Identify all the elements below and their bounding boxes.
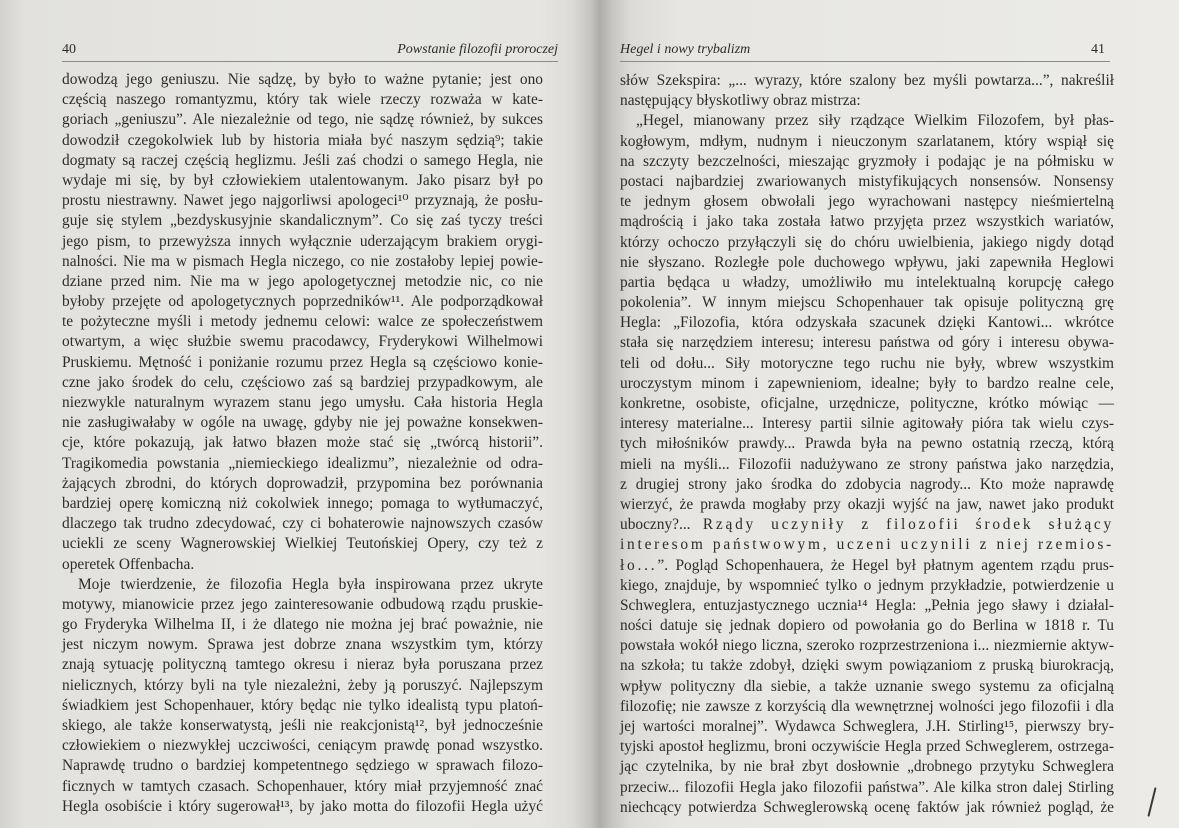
text-line: znają sytuację polityczną tamtego okresu i nieraz była poruszana przez (62, 656, 543, 674)
text-line: byłoby przejęte od apologetycznych poprzedników¹¹. Ale podporządkował (62, 293, 543, 311)
text-line: słów Szekspira: „... wyrazy, które szalony bez myśli powtarza...”, nakreślił (620, 72, 1114, 89)
text-line: prostu niestrawny. Nawet jego najgorliwsi apologeci¹⁰ przyznają, że posłu- (62, 192, 543, 210)
text-line: pokolenia”. W innym miejscu Schopenhauer tak opisuje polityczną grę (620, 294, 1114, 312)
spaced-emphasis: ło... (620, 556, 658, 574)
text-line: tyjski apostoł heglizmu, broni oczywiście Hegla przed Schweglerem, ostrzega- (620, 738, 1114, 756)
text-line: uciekli ze sceny Wagnerowskiej Wielkiej Teutońskiej Opery, czy też z (62, 535, 543, 553)
text-line: dlaczego tak trudno zdecydować, czy ci bohaterowie najnowszych czasów (62, 515, 543, 533)
text-line: z drugiej strony jako środka do zdobycia nagrody... Kto może naprawdę (620, 475, 1114, 493)
text-line: otwartym, a więc służbie swemu pracodawcy, Fryderykowi Wilhelmowi (62, 333, 543, 351)
spaced-emphasis: Rządy uczyniły z filozofii środek służący (702, 516, 1114, 534)
text-line: wierzyć, że prawda mogłaby przy okazji wyjść na jaw, nawet jako produkt (620, 495, 1114, 513)
text-line: Naprawdę trudno o bardziej kompetentnego sędziego w sprawach filozo- (62, 757, 543, 775)
text-line: stała się narzędziem interesu; interesu państwa od góry i interesu obywa- (620, 334, 1114, 352)
text-line: go Fryderyka Wilhelma II, i że dlatego nie można jej brać poważnie, nie (62, 616, 543, 634)
text-line: Hegla osobiście i który sugerował¹³, by jako motta do filozofii Hegla użyć (62, 797, 543, 815)
text-line: człowiekiem o niezwykłej uczciwości, ceniącym prawdę ponad wszystko. (62, 737, 543, 755)
text-line: skiego, ale także konserwatystą, jeśli nie reakcjonistą¹², był jednocześnie (62, 717, 543, 734)
text-line: operetek Offenbacha. (62, 555, 195, 573)
text-line: nalności. Nie ma w pismach Hegla niczego, co nie zostałoby lepiej powie- (62, 252, 543, 270)
text-line: postaci najbardziej zwariowanych mistyfikujących nonsensów. Nonsensy (620, 172, 1114, 190)
text-line: „Hegel, mianowany przez siły rządzące Wielkim Filozofem, był płas- (636, 112, 1114, 130)
text-line: świadkiem jest Schopenhauer, który będąc nie tylko idealistą typu platoń- (62, 696, 543, 714)
text-line: konkretne, osobiste, oficjalne, urzędnicze, polityczne, krótko mówiąc — (620, 395, 1114, 412)
text-line: Pruskiemu. Mętność i poniżanie rozumu przez Hegla są częściowo konie- (62, 353, 543, 371)
text-line: przeciw... filozofii Hegla jako filozofii państwa”. Ale kilka stron dalej Stirling (620, 778, 1114, 796)
text-line: jąc czytelnika, by nie brał zbyt dosłownie „drobnego przytyku Schweglera (620, 758, 1114, 776)
text-line: żających zbrodni, do których doprowadził, przypomina bez porównania (62, 474, 543, 492)
text-line: jego pism, to przewyższa innych wyłącznie uderzającym brakiem orygi- (62, 232, 543, 250)
page-number: 41 (1091, 42, 1105, 57)
text-line: wpływ polityczny dla siebie, a także uznanie swego systemu za oficjalną (620, 677, 1114, 695)
text-line: nie zasługiwałaby w ogóle na uwagę, gdyby nie jej poważne konsekwen- (62, 414, 543, 432)
body-text (62, 70, 543, 817)
text-line: bardziej operę komiczną niż cokolwiek innego; pomaga to wytłumaczyć, (62, 494, 543, 512)
text-line: Moje twierdzenie, że filozofia Hegla była inspirowana przez ukryte (78, 575, 543, 593)
text-line: następujący błyskotliwy obraz mistrza: (620, 92, 861, 110)
page-number: 40 (62, 42, 76, 57)
text-line: tych miłośników prawdy... Prawda była na pewno ostatnią rzeczą, którą (620, 435, 1114, 453)
text-line: interesy materialne... Interesy partii silnie agitowały pióra tak wielu czys- (620, 415, 1114, 433)
text-line: czne jako środek do celu, częściowo zaś są bardziej przypadkowym, ale (62, 373, 543, 391)
text-line: nielicznych, którzy byli na tyle niezależni, żeby ją poruszyć. Najlepszym (62, 676, 543, 694)
text-line: kogłowym, mdłym, nudnym i nieuczonym szarlatanem, który wspiął się (620, 132, 1114, 150)
text-line: dogmaty są raczej częścią heglizmu. Jeśli zaś chodzi o samego Hegla, nie (62, 151, 543, 169)
right-page (590, 0, 1179, 828)
text-line (620, 556, 1114, 576)
text-line: jest niczym nowym. Sprawa jest dobrze znana wszystkim tym, którzy (62, 636, 543, 654)
text-line: goriach „geniuszu”. Ale niezależnie od tego, nie sądzę również, by sukces (62, 111, 543, 129)
body-text (620, 71, 1114, 818)
text-line: dowodzą jego geniuszu. Nie sądzę, by było to ważne pytanie; jest ono (62, 71, 543, 88)
running-head: Hegel i nowy trybalizm (620, 42, 751, 57)
text-line: ności datuje się jednak dopiero od powołania go do Berlina w 1818 r. Tu (620, 617, 1114, 635)
text-segment: ”. Pogląd Schopenhauera, że Hegel był płatnym agentem rządu prus- (657, 556, 1114, 574)
header-rule (620, 61, 1110, 62)
text-line: filozofię; nie zawsze z korzyścią dla wewnętrznej wolności jego filozofii i dla (620, 697, 1114, 715)
text-line: na szkoła; tu także zdobył, dzięki swym powiązaniom z pruską biurokracją, (620, 657, 1114, 675)
header-rule (62, 61, 558, 62)
text-line: mieli na myśli... Filozofii nadużywano ze strony państwa jako narzędzia, (620, 455, 1114, 473)
text-line: powstała wokół niego liczna, szeroko rozprzestrzeniona i... niezmiernie aktyw- (620, 637, 1114, 655)
text-line: niechcący potwierdza Schweglerowską ocenę faktów jak również pogląd, że (620, 798, 1114, 816)
text-line: wydaje mi się, by był człowiekiem utalentowanym. Jako pisarz był po (62, 171, 543, 189)
text-line: mądrością i jako taka została łatwo przyjęta przez wszystkich wariatów, (620, 213, 1114, 231)
text-line: guje się stylem „bezdyskusyjnie skandalicznym”. Co się zaś tyczy treści (62, 212, 543, 230)
text-line: Schweglera, entuzjastycznego ucznia¹⁴ Hegla: „Pełnia jego sławy i działal- (620, 596, 1114, 614)
text-line: jej wartości moralnej”. Wydawca Schweglera, J.H. Stirling¹⁵, pierwszy bry- (620, 718, 1114, 735)
text-line: teli od dołu... Siły motoryczne tego ruchu nie były, wbrew wszystkim (620, 354, 1114, 372)
text-line: kiego, znajduje, by wspomnieć tylko o jednym przykładzie, potwierdzenie u (620, 576, 1114, 594)
text-line: motywy, mianowicie przez jego zainteresowanie odbudową rządu pruskie- (62, 595, 543, 613)
text-line: ficznych w tamtych czasach. Schopenhauer, który miał przyjemność znać (62, 777, 543, 795)
text-segment: uboczny?... (620, 516, 703, 534)
text-line: cje, które pokazują, jak łatwo błazen może stać się „twórcą historii”. (62, 434, 543, 452)
text-line: te pożyteczne myśli i metody jednemu celowi: walce ze społeczeństwem (62, 313, 543, 331)
text-line: dziane przed nim. Nie ma w jego apologetycznej metodzie nic, co nie (62, 272, 543, 290)
text-line: uroczystym minom i zapewnieniom, idealne; były to bardzo realne cele, (620, 374, 1114, 392)
text-line: dowodził czegokolwiek lub by historia miała być naszym sędzią⁹; takie (62, 131, 543, 149)
text-line: niezwykle naturalnym wyrazem stanu jego umysłu. Cała historia Hegla (62, 394, 543, 411)
text-line: te jednym głosem obwołali jego wyrachowani następcy nieśmiertelną (620, 193, 1114, 211)
text-line: interesom państwowym, uczeni uczynili z niej rzemios- (620, 536, 1114, 554)
text-line: partia będąca u władzy, umożliwiło mu intelektualną korupcję całego (620, 273, 1114, 291)
text-line: częścią naszego romantyzmu, który tak wiele rzeczy rozważa w kate- (62, 91, 543, 109)
running-head: Powstanie filozofii proroczej (397, 42, 558, 57)
text-line (620, 515, 1114, 535)
text-line: Tragikomedia powstania „niemieckiego idealizmu”, niezależnie od odra- (62, 454, 543, 472)
text-line: nie słyszano. Rozległe pole duchowego wpływu, jaki zapewniła Heglowi (620, 253, 1114, 271)
text-line: na szczyty bezczelności, mieszając gryzmoły i podając je na półmisku w (620, 152, 1114, 170)
text-line: którzy ochoczo przyłączyli się do chóru uwielbienia, jakiego nigdy dotąd (620, 233, 1114, 251)
text-line: Hegla: „Filozofia, która odzyskała szacunek dzięki Kantowi... wkrótce (620, 314, 1114, 332)
